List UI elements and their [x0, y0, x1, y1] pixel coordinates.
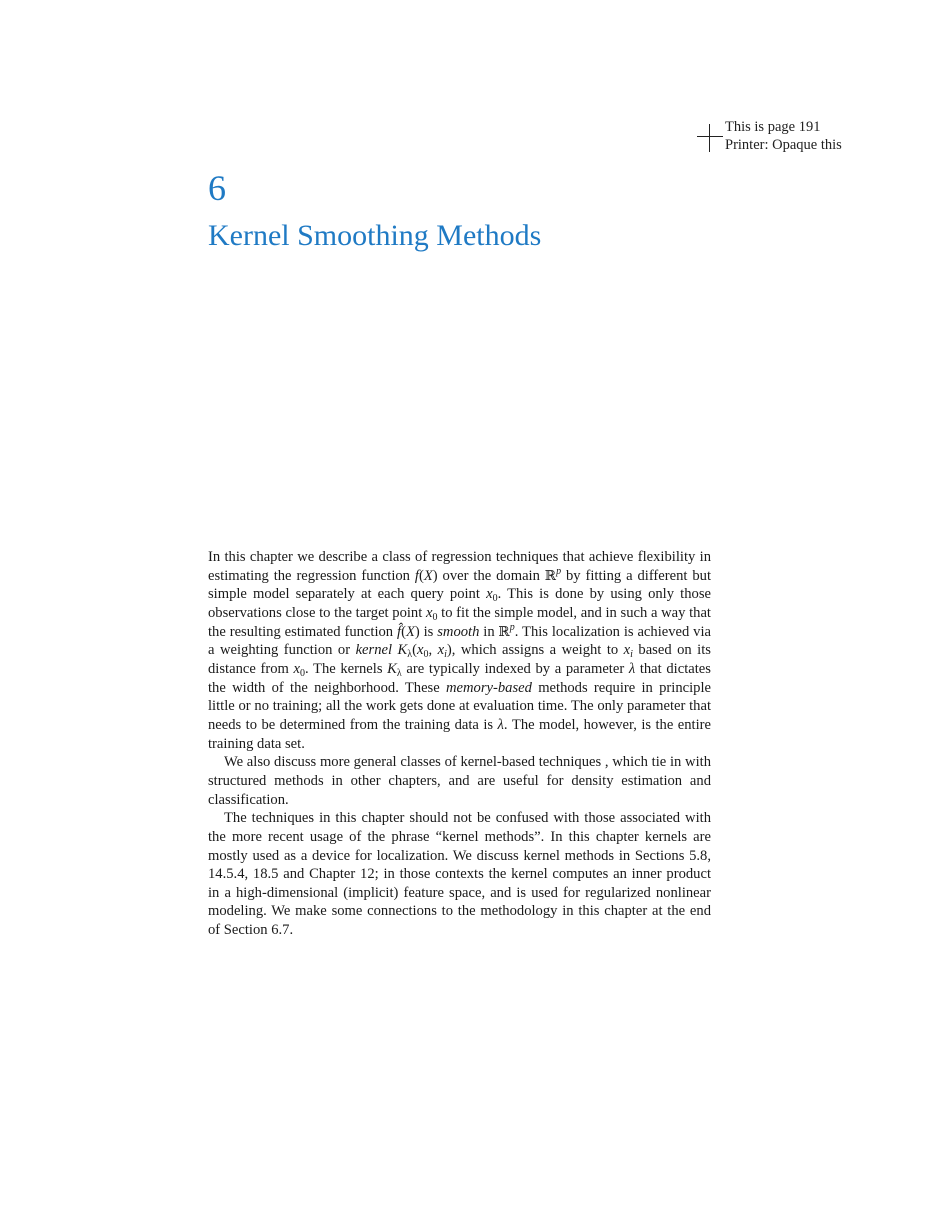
- paragraph-1: In this chapter we describe a class of regression techniques that achieve flexibility in estimating the regression function f(X) over the domain ℝ$^p$ by fitting a different but simple model separately at each query point $x_0$. This is done by using only those observations close to the target point $x_0$ to fit the simple model, and in such a way that the resulting estimated function f̂(X) is smooth in ℝ$^p$. This localization is achieved via a weighting function or kernel $K_\lambda(x_0$, $x_i$), which assigns a weight to $x_i$ based on its distance from $x_0$. The kernels $K_\lambda$ are typically indexed by a parameter λ that dictates the width of the neighborhood. These memory-based methods require in principle little or no training; all the work gets done at evaluation time. The only parameter that needs to be determined from the training data is λ. The model, however, is the entire training data set.: [208, 549, 712, 752]
- emph-kernel: kernel: [355, 642, 393, 659]
- crop-mark-vertical: [709, 124, 710, 152]
- chapter-number: 6: [208, 168, 226, 208]
- emph-smooth: smooth: [437, 623, 480, 640]
- paragraph-2: We also discuss more general classes of kernel-based techniques , which tie in with structured methods in other chapters, and are useful for density estimation and classification.: [208, 754, 711, 808]
- crop-mark-horizontal: [697, 136, 723, 137]
- page-header: [725, 118, 842, 154]
- chapter-title: Kernel Smoothing Methods: [208, 219, 542, 252]
- page-number-line: This is page 191: [725, 119, 821, 135]
- printer-line: Printer: Opaque this: [725, 137, 842, 153]
- chapter-body: [208, 548, 711, 940]
- paragraph-3: The techniques in this chapter should not be confused with those associated with the more recent usage of the phrase “kernel methods”. In this chapter kernels are mostly used as a device for localization. We discuss kernel methods in Sections 5.8, 14.5.4, 18.5 and Chapter 12; in those contexts the kernel computes an inner product in a high-dimensional (implicit) feature space, and is used for regularized nonlinear modeling. We make some connections to the methodology in this chapter at the end of Section 6.7.: [208, 810, 711, 939]
- emph-memory-based: memory-based: [445, 679, 532, 696]
